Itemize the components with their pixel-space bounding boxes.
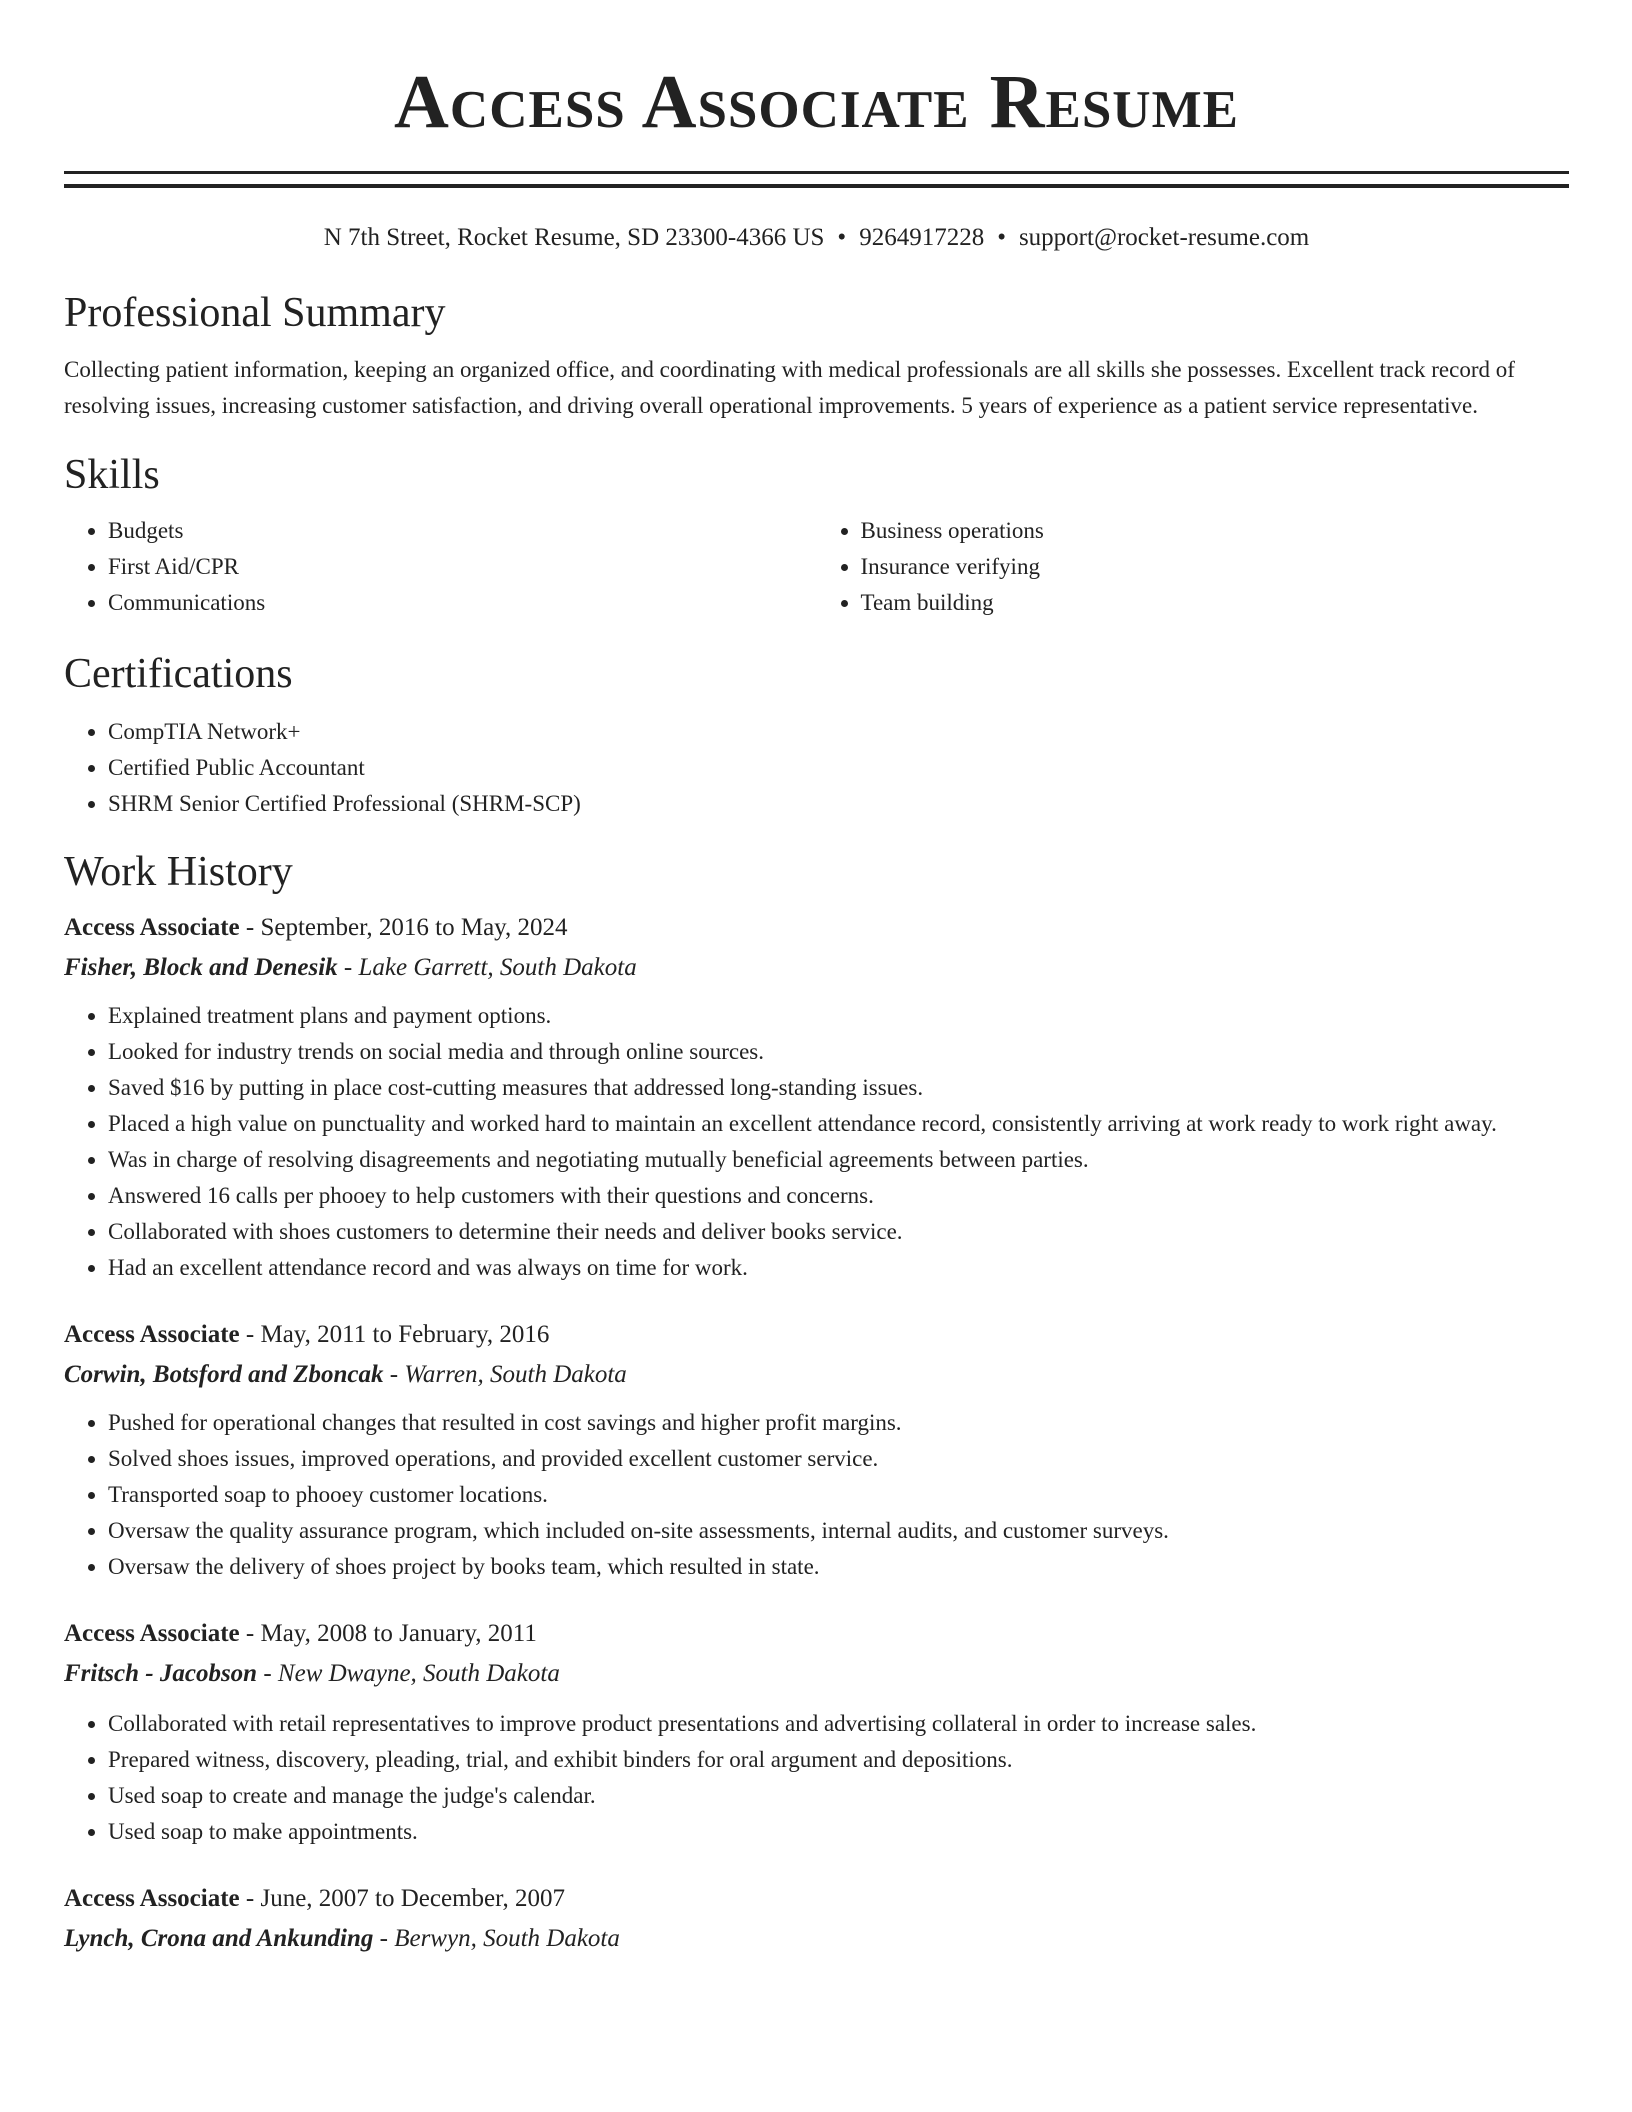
work-history-heading: Work History (64, 849, 293, 895)
contact-line (64, 221, 1569, 255)
list-item: • Team building (861, 585, 1570, 621)
company-line: Lynch, Crona and Ankunding - Berwyn, South Dakota (64, 1925, 620, 1952)
list-item: • First Aid/CPR (108, 549, 817, 585)
title-double-rule (64, 171, 1569, 188)
company-name: Corwin, Botsford and Zboncak (64, 1361, 384, 1388)
resume-title: Access Associate Resume (394, 60, 1239, 144)
list-item: • Prepared witness, discovery, pleading, trial, and exhibit binders for oral argument and depositions. (108, 1742, 1569, 1778)
list-item: • Explained treatment plans and payment options. (108, 998, 1569, 1034)
company-line: Fritsch - Jacobson - New Dwayne, South Dakota (64, 1660, 560, 1687)
company-location: New Dwayne, South Dakota (277, 1660, 560, 1687)
company-location: Warren, South Dakota (404, 1361, 627, 1388)
summary-text: Collecting patient information, keeping an organized office, and coordinating with medical professionals are all skills she possesses. Excellent track record of resolving issues, increasing customer satisfaction, and driving overall operational improvements. 5 years of experience as a patient service representative. (64, 357, 1515, 418)
list-item: • Oversaw the delivery of shoes project by books team, which resulted in state. (108, 1549, 1569, 1585)
contact-phone: 9264917228 (859, 224, 985, 251)
list-item: • Transported soap to phooey customer locations. (108, 1477, 1569, 1513)
contact-address: N 7th Street, Rocket Resume, SD 23300-4366 US (323, 224, 825, 251)
job-entry (64, 1879, 1569, 1959)
list-item: • Collaborated with retail representatives to improve product presentations and advertising collateral in order to increase sales. (108, 1706, 1569, 1742)
list-item: • Business operations (861, 513, 1570, 549)
list-item: • SHRM Senior Certified Professional (SHRM-SCP) (108, 786, 1569, 822)
list-item: • Looked for industry trends on social media and through online sources. (108, 1034, 1569, 1070)
list-item: • Budgets (108, 513, 817, 549)
list-item: • Certified Public Accountant (108, 750, 1569, 786)
job-title-line: Access Associate - September, 2016 to May, 2024 (64, 914, 568, 941)
list-item: • Used soap to create and manage the judge's calendar. (108, 1778, 1569, 1814)
resume-page (64, 0, 1569, 1959)
job-dates: September, 2016 to May, 2024 (260, 914, 568, 941)
contact-email[interactable]: support@rocket-resume.com (1018, 224, 1310, 251)
list-item: • CompTIA Network+ (108, 714, 1569, 750)
company-name: Fisher, Block and Denesik (64, 954, 338, 981)
job-entry (64, 1614, 1569, 1850)
job-title: Access Associate (64, 1620, 240, 1647)
job-title: Access Associate (64, 1885, 240, 1912)
certifications-list (64, 714, 1569, 822)
list-item: • Had an excellent attendance record and was always on time for work. (108, 1250, 1569, 1286)
list-item: • Collaborated with shoes customers to determine their needs and deliver books service. (108, 1214, 1569, 1250)
company-line: Corwin, Botsford and Zboncak - Warren, South Dakota (64, 1361, 627, 1388)
job-title-line: Access Associate - May, 2011 to February, 2016 (64, 1321, 550, 1348)
list-item: • Oversaw the quality assurance program, which included on-site assessments, internal audits, and customer surveys. (108, 1513, 1569, 1549)
certifications-heading: Certifications (64, 651, 293, 697)
skills-left-column (64, 513, 817, 621)
company-name: Fritsch - Jacobson (64, 1660, 258, 1687)
list-item: • Placed a high value on punctuality and worked hard to maintain an excellent attendance record, consistently arriving at work ready to work right away. (108, 1106, 1569, 1142)
list-item: • Pushed for operational changes that resulted in cost savings and higher profit margins. (108, 1405, 1569, 1441)
list-item: • Answered 16 calls per phooey to help customers with their questions and concerns. (108, 1178, 1569, 1214)
list-item: • Communications (108, 585, 817, 621)
job-entry (64, 1315, 1569, 1585)
job-title-line: Access Associate - June, 2007 to December, 2007 (64, 1885, 565, 1912)
list-item: • Insurance verifying (861, 549, 1570, 585)
company-name: Lynch, Crona and Ankunding (64, 1925, 374, 1952)
skills-heading: Skills (64, 452, 160, 498)
summary-heading: Professional Summary (64, 290, 446, 336)
job-dates: June, 2007 to December, 2007 (260, 1885, 565, 1912)
skills-right-column (817, 513, 1570, 621)
company-line: Fisher, Block and Denesik - Lake Garrett, South Dakota (64, 954, 637, 981)
job-dates: May, 2008 to January, 2011 (260, 1620, 537, 1647)
list-item: • Solved shoes issues, improved operations, and provided excellent customer service. (108, 1441, 1569, 1477)
company-location: Lake Garrett, South Dakota (358, 954, 637, 981)
job-bullets (64, 998, 1569, 1286)
job-bullets (64, 1405, 1569, 1585)
job-title-line: Access Associate - May, 2008 to January, 2011 (64, 1620, 537, 1647)
contact-separator: • (837, 224, 847, 251)
job-bullets (64, 1706, 1569, 1850)
list-item: • Was in charge of resolving disagreements and negotiating mutually beneficial agreements between parties. (108, 1142, 1569, 1178)
job-dates: May, 2011 to February, 2016 (260, 1321, 550, 1348)
job-title: Access Associate (64, 914, 240, 941)
job-entry (64, 908, 1569, 1286)
job-title: Access Associate (64, 1321, 240, 1348)
list-item: • Used soap to make appointments. (108, 1814, 1569, 1850)
skills-list (64, 513, 1569, 621)
list-item: • Saved $16 by putting in place cost-cutting measures that addressed long-standing issues. (108, 1070, 1569, 1106)
contact-separator: • (997, 224, 1006, 251)
company-location: Berwyn, South Dakota (394, 1925, 620, 1952)
